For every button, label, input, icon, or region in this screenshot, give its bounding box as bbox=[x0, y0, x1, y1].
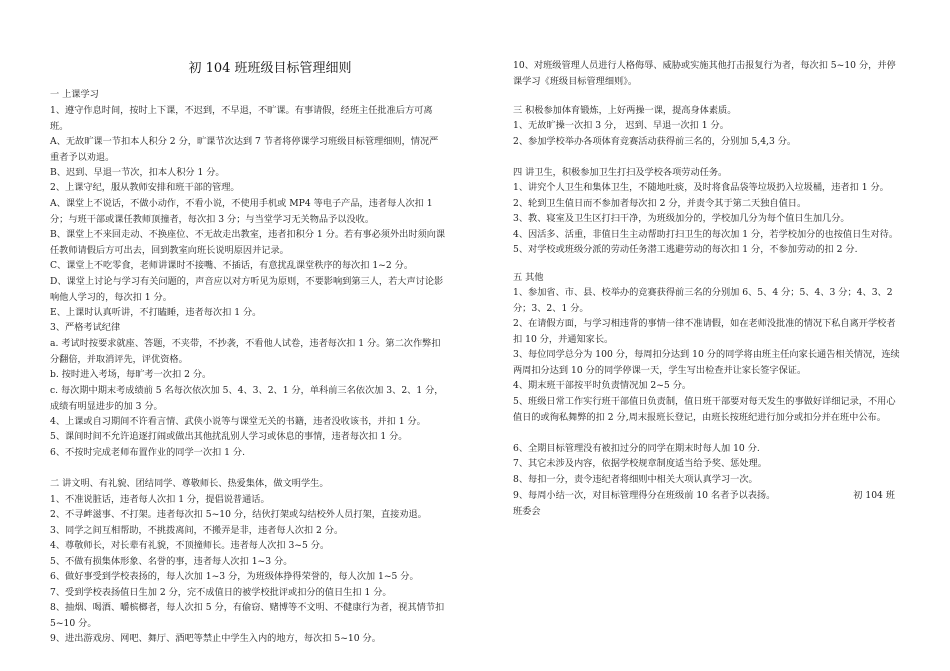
rule-item: C、课堂上不吃零食，老师讲课时不接嘴、不插话，有意扰乱课堂秩序的每次扣 1~2 分。 bbox=[50, 260, 414, 271]
rule-item: c. 每次期中期末考成绩前 5 名每次依次加 5、4、3、2、1 分，单科前三名依次加 3、2、1 分，成绩有明显进步的加 3 分。 bbox=[50, 385, 444, 412]
section-heading: 五 其他 bbox=[513, 272, 544, 283]
rule-item: 2、参加学校举办各项体育竞赛活动获得前三名的，分别加 5,4,3 分。 bbox=[513, 136, 797, 147]
rule-item: 2、不寻衅滋事、不打架。违者每次扣 5~10 分，结伙打架或勾结校外人员打架，直接劝退。 bbox=[50, 509, 427, 520]
rule-item: b. 按时进入考场，每旷考一次扣 2 分。 bbox=[50, 369, 212, 380]
rule-item: B、迟到、早退一节次，扣本人积分 1 分。 bbox=[50, 167, 225, 178]
rule-item: 9、每周小结一次，对目标管理得分在班级前 10 名者予以表扬。 bbox=[513, 490, 776, 501]
rule-item: 5、课间时间不允许追逐打闹或做出其他扰乱别人学习或休息的事情，违者每次扣 1 分。 bbox=[50, 431, 408, 442]
rule-item: 3、同学之间互相帮助，不挑拨离间，不搬弄是非，违者每人次扣 2 分。 bbox=[50, 525, 344, 536]
rule-item: 5、不做有损集体形象、名誉的事，违者每人次扣 1~3 分。 bbox=[50, 556, 293, 567]
rule-item: 7、其它未涉及内容，依据学校规章制度适当给予奖、惩处理。 bbox=[513, 458, 767, 469]
rule-item: E、上课时认真听讲，不打瞌睡，违者每次扣 1 分。 bbox=[50, 307, 262, 318]
signature-class: 初 104 班 bbox=[853, 490, 895, 501]
rule-item: D、课堂上讨论与学习有关问题的，声音应以对方听见为原则，不要影响到第三人，若大声讨论影响他人学习的，每次扣 1 分。 bbox=[50, 276, 444, 303]
rule-item: 4、尊敬师长，对长辈有礼貌，不顶撞师长。违者每人次扣 3~5 分。 bbox=[50, 540, 330, 551]
rule-item: 4、因活多、活重，非值日生主动帮助打扫卫生的每次加 1 分，若学校加分的也按值日生对待。 bbox=[513, 229, 899, 240]
rule-item: 1、遵守作息时间，按时上下课，不迟到，不早退，不旷课。有事请假，经班主任批准后方可离班。 bbox=[50, 105, 433, 132]
rule-item: 8、抽烟、喝酒、嚼槟榔者，每人次扣 5 分，有偷窃、赌博等不文明、不健康行为者，视其情节扣 5~10 分。 bbox=[50, 602, 445, 629]
rule-item: 7、受到学校表扬值日生加 2 分，完不成值日的被学校批评或扣分的值日生扣 1 分。 bbox=[50, 587, 392, 598]
section-heading: 三 积极参加体育锻炼，上好两操一课，提高身体素质。 bbox=[513, 105, 737, 116]
rule-item: A、无故旷课一节扣本人积分 2 分，旷课节次达到 7 节者将停课学习班级目标管理细则，情况严重者予以劝退。 bbox=[50, 136, 439, 163]
rule-item: a. 考试时按要求就座、答题，不夹带，不抄袭，不看他人试卷，违者每次扣 1 分。第二次作弊扣分翻倍，并取消评先，评优资格。 bbox=[50, 338, 441, 365]
rule-item: 9、进出游戏房、网吧、舞厅、酒吧等禁止中学生入内的地方，每次扣 5~10 分。 bbox=[50, 633, 381, 644]
rule-item: 5、班级日常工作实行班干部值日负责制，值日班干部要对每天发生的事做好详细记录，不用心值日的或徇私舞弊的扣 2 分,周末报班长登记，由班长按班纪进行加分或扣分并在班中公布。 bbox=[513, 396, 896, 423]
section-heading: 二 讲文明、有礼貌、团结同学、尊敬师长、热爱集体，做文明学生。 bbox=[50, 478, 329, 489]
section-heading: 四 讲卫生，积极参加卫生打扫及学校各项劳动任务。 bbox=[513, 167, 728, 178]
signature-committee: 班委会 bbox=[513, 506, 541, 517]
rule-item: 2、在请假方面，与学习相违背的事情一律不准请假，如在老师没批准的情况下私自离开学校者扣 10 分，并通知家长。 bbox=[513, 318, 896, 345]
rule-item: A、课堂上不说话，不做小动作，不看小说，不使用手机或 MP4 等电子产品，违者每人次扣 1 分；与班干部或课任教师顶撞者，每次扣 3 分；与当堂学习无关物品予以没收。 bbox=[50, 198, 433, 225]
rule-item: 4、期末班干部按平时负责情况加 2~5 分。 bbox=[513, 380, 692, 391]
rule-item: 5、对学校或班级分派的劳动任务潜工逃避劳动的每次扣 1 分，不参加劳动的扣 2 分. bbox=[513, 244, 858, 255]
rule-item: 3、教、寝室及卫生区打扫干净，为班级加分的，学校加几分为每个值日生加几分。 bbox=[513, 213, 850, 224]
rule-item: 1、参加省、市、县、校举办的竞赛获得前三名的分别加 6、5、4 分；5、4、3 分；4、3、2 分；3、2、1 分。 bbox=[513, 287, 893, 314]
rule-item: 1、无故旷操一次扣 3 分， 迟到、早退一次扣 1 分。 bbox=[513, 120, 729, 131]
rule-item: 6、做好事受到学校表扬的，每人次加 1~3 分，为班级体挣得荣誉的，每人次加 1~5 分。 bbox=[50, 571, 419, 582]
rule-item: 8、每扣一分，责令违纪者将细则中相关大项认真学习一次。 bbox=[513, 474, 758, 485]
rule-item: 1、讲究个人卫生和集体卫生，不随地吐痰，及时将食品袋等垃圾扔入垃圾桶，违者扣 1 分。 bbox=[513, 182, 889, 193]
rule-item: 4、上课或自习期间不许看言情、武侠小说等与课堂无关的书籍，违者没收该书，并扣 1 分。 bbox=[50, 416, 426, 427]
section-heading: 一 上课学习 bbox=[50, 89, 99, 100]
rule-item: 3、每位同学总分为 100 分，每周扣分达到 10 分的同学将由班主任向家长通告相关情况，连续两周扣分达到 10 分的同学停课一天，学生写出检查并让家长签字保证。 bbox=[513, 349, 900, 376]
document-title: 初 104 班班级目标管理细则 bbox=[188, 61, 352, 76]
rule-item: 3、严格考试纪律 bbox=[50, 322, 121, 333]
rule-item: 2、上课守纪，服从教师安排和班干部的管理。 bbox=[50, 182, 240, 193]
rule-item: 2、轮到卫生值日而不参加者每次扣 2 分，并责令其于第二天独自值日。 bbox=[513, 198, 807, 209]
rule-item: 6、全期目标管理没有被扣过分的同学在期末时每人加 10 分. bbox=[513, 443, 760, 454]
rule-item: 1、不准说脏话，违者每人次扣 1 分，提倡说普通话。 bbox=[50, 494, 270, 505]
rule-item: 6、不按时完成老师布置作业的同学一次扣 1 分. bbox=[50, 447, 246, 458]
rule-item: B、课堂上不来回走动、不换座位、不无故走出教室，违者扣积分 1 分。若有事必须外出时须向课任教师请假后方可出去，回到教室向班长说明原因并记录。 bbox=[50, 229, 446, 256]
rule-item: 10、对班级管理人员进行人格侮辱、威胁或实施其他打击报复行为者，每次扣 5~10 分，并停课学习《班级目标管理细则》。 bbox=[513, 60, 896, 87]
